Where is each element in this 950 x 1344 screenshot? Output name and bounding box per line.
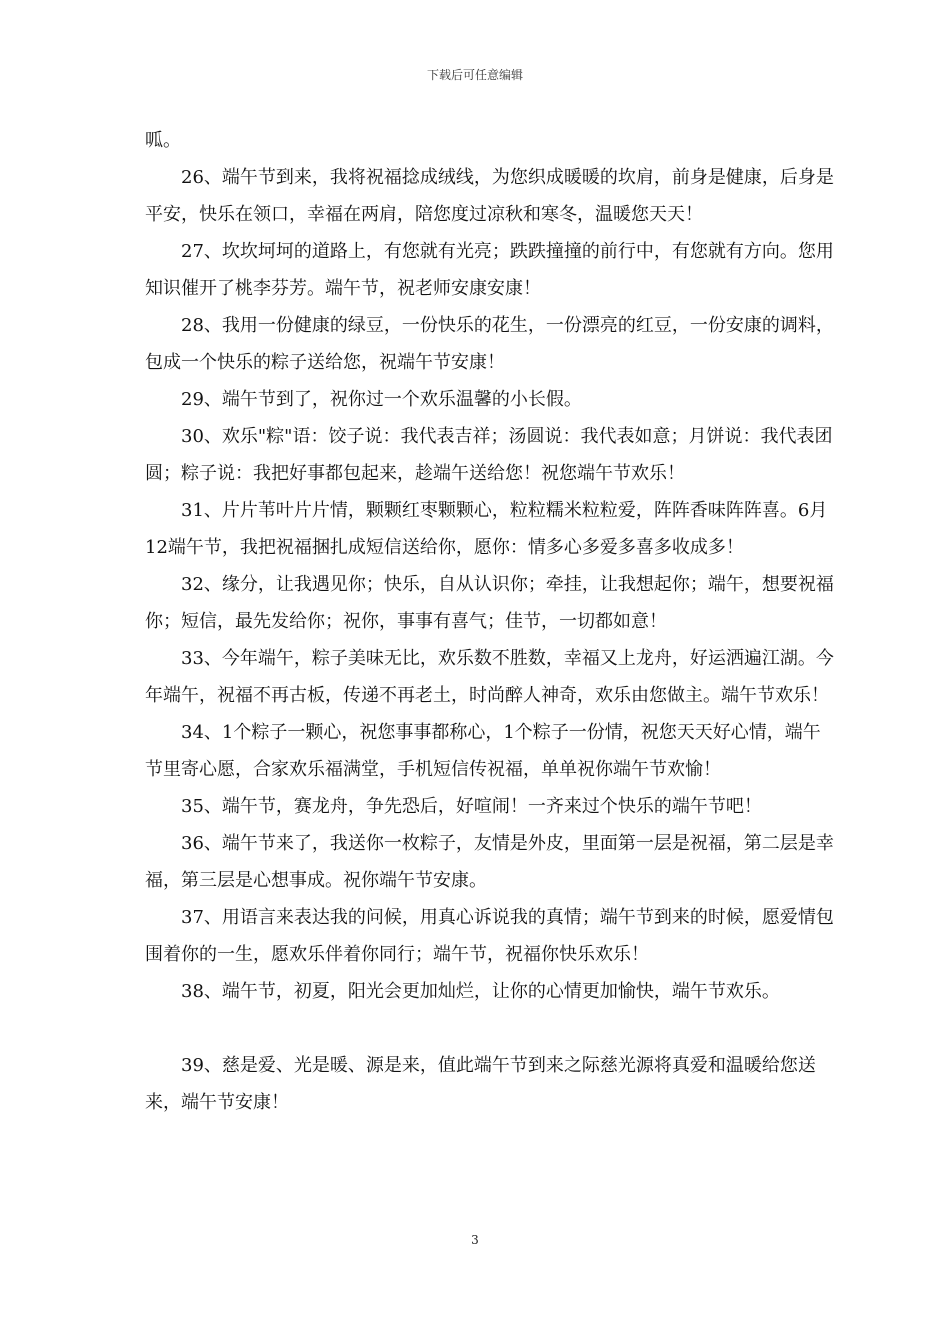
- paragraph-33: 33、今年端午，粽子美味无比，欢乐数不胜数，幸福又上龙舟，好运洒遍江湖。今年端午，祝福不再古板，传递不再老土，时尚醉人神奇，欢乐由您做主。端午节欢乐！: [145, 648, 834, 706]
- paragraph-35: 35、端午节，赛龙舟，争先恐后，好喧闹！一齐来过个快乐的端午节吧！: [181, 796, 762, 817]
- paragraph-38: 38、端午节，初夏，阳光会更加灿烂，让你的心情更加愉快，端午节欢乐。: [181, 981, 780, 1002]
- paragraph-26: 26、端午节到来，我将祝福捻成绒线，为您织成暖暖的坎肩，前身是健康，后身是平安，快乐在领口，幸福在两肩，陪您度过凉秋和寒冬，温暖您天天！: [145, 167, 834, 225]
- paragraph-29: 29、端午节到了，祝你过一个欢乐温馨的小长假。: [181, 389, 582, 410]
- paragraph-39: 39、慈是爱、光是暖、源是来，值此端午节到来之际慈光源将真爱和温暖给您送来，端午节安康！: [145, 1055, 816, 1113]
- paragraph-fragment: 呱。: [145, 130, 181, 151]
- blank-line: [145, 1010, 835, 1047]
- page-number: 3: [471, 1233, 479, 1247]
- document-body: [145, 122, 835, 1121]
- page-header: 下载后可任意编辑: [426, 68, 523, 82]
- paragraph-27: 27、坎坎坷坷的道路上，有您就有光亮；跌跌撞撞的前行中，有您就有方向。您用知识催开了桃李芬芳。端午节，祝老师安康安康！: [145, 241, 834, 299]
- paragraph-32: 32、缘分，让我遇见你；快乐，自从认识你；牵挂，让我想起你；端午，想要祝福你；短信，最先发给你；祝你，事事有喜气；佳节，一切都如意！: [145, 574, 834, 632]
- paragraph-30: 30、欢乐"粽"语：饺子说：我代表吉祥；汤圆说：我代表如意；月饼说：我代表团圆；粽子说：我把好事都包起来，趁端午送给您！祝您端午节欢乐！: [145, 426, 833, 484]
- paragraph-34: 34、1个粽子一颗心，祝您事事都称心，1个粽子一份情，祝您天天好心情，端午节里寄心愿，合家欢乐福满堂，手机短信传祝福，单单祝你端午节欢愉！: [145, 722, 821, 780]
- paragraph-36: 36、端午节来了，我送你一枚粽子，友情是外皮，里面第一层是祝福，第二层是幸福，第三层是心想事成。祝你端午节安康。: [145, 833, 834, 891]
- paragraph-37: 37、用语言来表达我的问候，用真心诉说我的真情；端午节到来的时候，愿爱情包围着你的一生，愿欢乐伴着你同行；端午节，祝福你快乐欢乐！: [145, 907, 834, 965]
- paragraph-28: 28、我用一份健康的绿豆，一份快乐的花生，一份漂亮的红豆，一份安康的调料，包成一个快乐的粽子送给您，祝端午节安康！: [145, 315, 834, 373]
- paragraph-31: 31、片片苇叶片片情，颗颗红枣颗颗心，粒粒糯米粒粒爱，阵阵香味阵阵喜。6月12端午节，我把祝福捆扎成短信送给你，愿你：情多心多爱多喜多收成多！: [145, 500, 828, 558]
